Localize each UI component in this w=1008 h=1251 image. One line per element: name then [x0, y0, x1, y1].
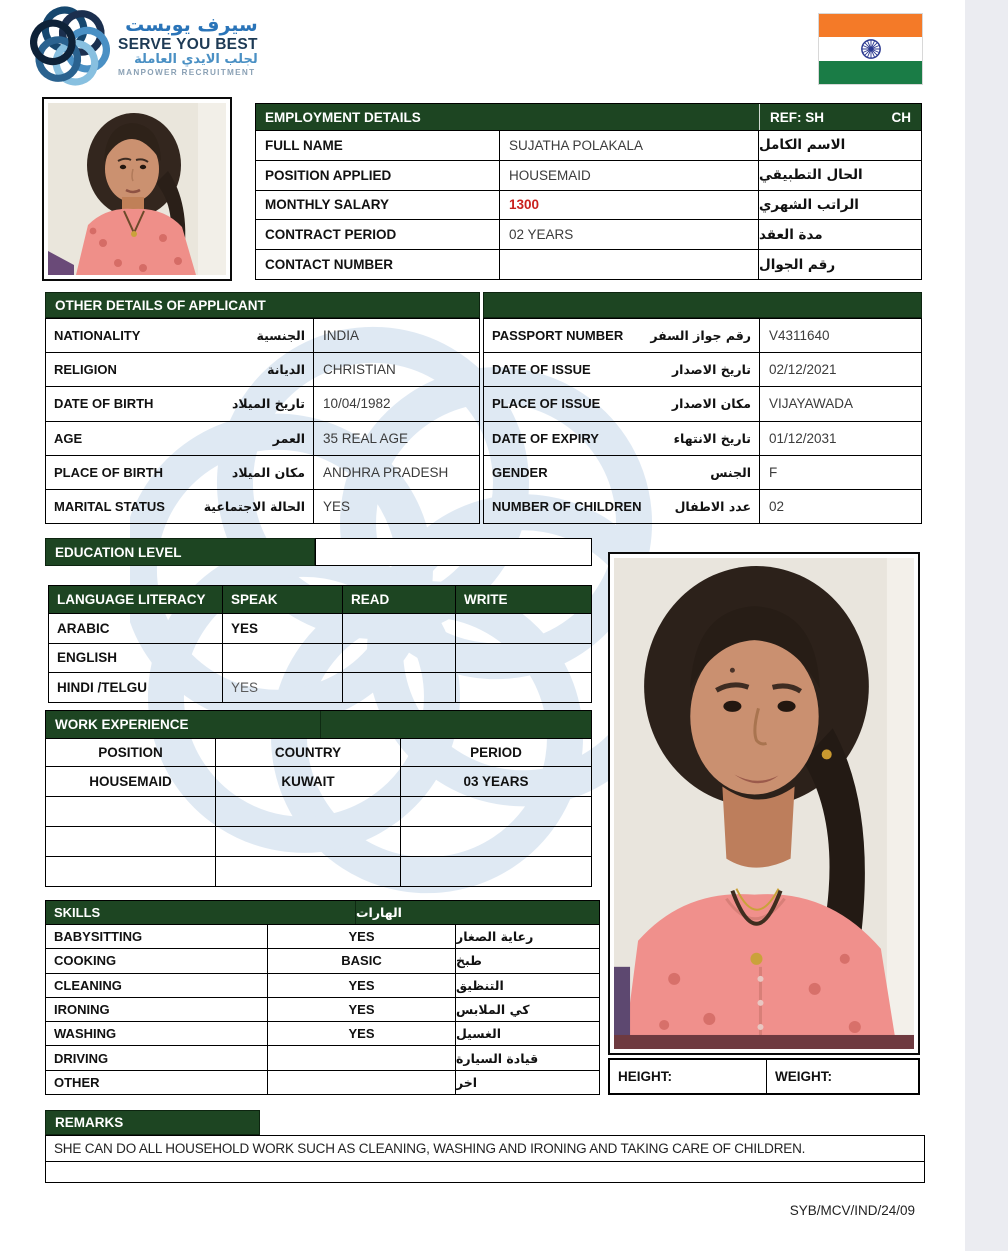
table-row — [46, 766, 591, 796]
other-details-header — [45, 292, 480, 318]
employment-details-header — [256, 104, 921, 130]
remarks-empty-row — [46, 1162, 924, 1182]
field-label: CONTRACT PERIOD — [256, 220, 500, 249]
table-row — [46, 319, 479, 352]
skill-value: YES — [268, 925, 456, 948]
position-value — [46, 857, 216, 886]
table-row — [46, 826, 591, 856]
brand-tagline-arabic: لجلب الايدي العاملة — [134, 52, 258, 68]
table-row — [46, 455, 479, 489]
field-label-cell — [46, 456, 314, 489]
field-label-arabic: مكان الاصدار — [671, 396, 751, 412]
field-label: DATE OF BIRTH — [54, 396, 154, 412]
table-row — [49, 613, 591, 643]
speak-value — [223, 644, 343, 673]
field-label: NUMBER OF CHILDREN — [492, 498, 642, 514]
flag-saffron-stripe — [819, 14, 922, 37]
skills-table — [45, 900, 600, 1095]
skill-value: YES — [268, 1022, 456, 1045]
field-value: CHRISTIAN — [323, 362, 396, 378]
field-value: 10/04/1982 — [323, 396, 391, 412]
country-value — [216, 827, 401, 856]
field-label-arabic: تاريخ الميلاد — [231, 396, 305, 412]
table-row — [46, 1045, 599, 1069]
field-label-cell — [484, 490, 760, 523]
ashoka-chakra-icon — [860, 38, 882, 60]
other-details-left-table — [45, 318, 480, 524]
table-row — [256, 219, 921, 249]
read-value — [343, 644, 456, 673]
brand-tagline: MANPOWER RECRUITMENT — [118, 67, 256, 77]
field-value: 02/12/2021 — [769, 362, 837, 378]
flag-white-stripe — [819, 37, 922, 60]
field-label: DATE OF EXPIRY — [492, 430, 599, 446]
applicant-portrait-image — [614, 558, 914, 1049]
salary-value: 1300 — [500, 191, 759, 220]
field-label-arabic: الحالة الاجتماعية — [203, 498, 305, 514]
table-row — [256, 249, 921, 279]
column-header: READ — [343, 586, 456, 613]
work-experience-header — [46, 711, 591, 738]
period-value: 03 YEARS — [463, 774, 529, 789]
field-label-arabic: الجنس — [710, 464, 751, 480]
field-label: PLACE OF ISSUE — [492, 396, 601, 412]
document-reference-code: SYB/MCV/IND/24/09 — [789, 1203, 915, 1218]
field-label-arabic: العمر — [272, 430, 305, 446]
remarks-header — [45, 1110, 260, 1135]
table-row — [484, 455, 921, 489]
write-value — [456, 614, 591, 643]
measurements-box — [608, 1058, 920, 1095]
field-label: FULL NAME — [256, 131, 500, 160]
column-header: SPEAK — [223, 586, 343, 613]
table-row — [46, 856, 591, 886]
field-value: ANDHRA PRADESH — [323, 464, 449, 480]
applicant-photo-large — [608, 552, 920, 1055]
table-header-row — [46, 738, 591, 766]
table-row — [46, 973, 599, 997]
field-label-cell — [46, 422, 314, 455]
table-row — [484, 352, 921, 386]
field-label: DATE OF ISSUE — [492, 362, 591, 378]
position-value — [46, 827, 216, 856]
field-value: YES — [323, 498, 351, 514]
education-level-header — [45, 538, 315, 566]
skill-value: YES — [268, 974, 456, 997]
table-row — [46, 1021, 599, 1045]
field-label-cell — [484, 387, 760, 420]
field-value: V4311640 — [769, 328, 830, 344]
write-value — [456, 673, 591, 702]
field-label: PLACE OF BIRTH — [54, 464, 164, 480]
speak-value: YES — [223, 673, 343, 702]
speak-value: YES — [223, 614, 343, 643]
field-label-arabic: مكان الميلاد — [231, 464, 305, 480]
skill-value: YES — [268, 998, 456, 1021]
field-label: GENDER — [492, 464, 548, 480]
field-label-arabic: الاسم الكامل — [759, 137, 846, 154]
table-row — [46, 997, 599, 1021]
field-label: RELIGION — [54, 362, 117, 378]
skills-header — [46, 901, 599, 924]
skill-label-arabic: كي الملابس — [456, 1002, 530, 1018]
table-row — [484, 421, 921, 455]
section-title: EDUCATION LEVEL — [55, 544, 182, 560]
field-label-cell — [484, 456, 760, 489]
field-label: NATIONALITY — [54, 328, 141, 344]
field-label-cell — [484, 422, 760, 455]
table-row — [49, 643, 591, 673]
field-label-arabic: رقم الجوال — [759, 256, 836, 273]
ref-left: REF: SH — [770, 109, 824, 125]
skill-value — [268, 1071, 456, 1094]
field-label-arabic: مدة العقد — [759, 226, 823, 243]
table-row — [256, 160, 921, 190]
section-title: EMPLOYMENT DETAILS — [265, 109, 421, 125]
language-name: HINDI /TELGU — [49, 673, 223, 702]
table-row — [46, 352, 479, 386]
field-label-cell — [46, 353, 314, 386]
flag-green-stripe — [819, 61, 922, 84]
table-row — [46, 796, 591, 826]
language-name: ENGLISH — [49, 644, 223, 673]
ref-right: CH — [891, 109, 911, 125]
language-name: ARABIC — [49, 614, 223, 643]
field-label-arabic: الحال التطبيقي — [759, 167, 863, 184]
applicant-photo-small — [42, 97, 232, 281]
table-row — [46, 948, 599, 972]
table-row — [49, 672, 591, 702]
field-label-cell — [484, 353, 760, 386]
period-value — [401, 797, 591, 826]
education-level-value — [315, 538, 592, 566]
table-row — [46, 421, 479, 455]
column-header: COUNTRY — [216, 739, 401, 766]
section-title: SKILLS — [46, 901, 356, 924]
other-details-right-table — [483, 318, 922, 524]
height-label: HEIGHT: — [610, 1060, 767, 1093]
field-value: F — [769, 464, 778, 480]
table-row — [46, 489, 479, 523]
field-label-arabic: عدد الاطفال — [674, 498, 751, 514]
field-label: PASSPORT NUMBER — [492, 328, 624, 344]
field-label-arabic: الجنسية — [256, 328, 305, 344]
skill-label: COOKING — [46, 949, 268, 972]
other-details-header-right — [483, 292, 922, 318]
field-value — [500, 250, 759, 279]
column-header: LANGUAGE LITERACY — [49, 586, 223, 613]
field-value: 35 REAL AGE — [323, 430, 409, 446]
field-label-cell — [46, 319, 314, 352]
field-value: INDIA — [323, 328, 360, 344]
skill-value — [268, 1046, 456, 1069]
brand-logo-icon — [30, 6, 110, 86]
country-value — [216, 857, 401, 886]
table-row — [484, 489, 921, 523]
section-title-arabic: الهارات — [356, 905, 402, 920]
skill-label-arabic: قيادة السيارة — [456, 1050, 539, 1066]
field-label: MONTHLY SALARY — [256, 191, 500, 220]
field-label-arabic: الراتب الشهري — [759, 196, 859, 213]
skill-label-arabic: التنظيق — [456, 977, 504, 993]
field-value: VIJAYAWADA — [769, 396, 854, 412]
skill-label: CLEANING — [46, 974, 268, 997]
remarks-text: SHE CAN DO ALL HOUSEHOLD WORK SUCH AS CLEANING, WASHING AND IRONING AND TAKING CARE OF CHILDREN. — [46, 1136, 924, 1162]
position-value — [46, 797, 216, 826]
skill-label-arabic: طبخ — [456, 953, 482, 969]
table-header-row — [49, 586, 591, 613]
brand-name: SERVE YOU BEST — [118, 36, 258, 54]
field-label: AGE — [54, 430, 83, 446]
skill-value: BASIC — [268, 949, 456, 972]
field-label: POSITION APPLIED — [256, 161, 500, 190]
field-label-arabic: تاريخ الانتهاء — [673, 430, 751, 446]
language-literacy-table — [48, 585, 592, 703]
field-value: 02 YEARS — [500, 220, 759, 249]
employment-details-table — [255, 103, 922, 280]
column-header: POSITION — [46, 739, 216, 766]
field-label: MARITAL STATUS — [54, 498, 165, 514]
work-experience-table — [45, 710, 592, 887]
read-value — [343, 673, 456, 702]
weight-label: WEIGHT: — [775, 1069, 832, 1084]
skill-label: OTHER — [46, 1071, 268, 1094]
position-value: HOUSEMAID — [46, 767, 216, 796]
remarks-box — [45, 1135, 925, 1183]
table-row — [256, 190, 921, 220]
section-title: OTHER DETAILS OF APPLICANT — [55, 297, 266, 313]
field-label-cell — [46, 490, 314, 523]
field-value: 01/12/2031 — [769, 430, 837, 446]
field-label-cell — [484, 319, 760, 352]
field-value: SUJATHA POLAKALA — [500, 131, 759, 160]
write-value — [456, 644, 591, 673]
field-label-cell — [46, 387, 314, 420]
skill-label-arabic: الغسيل — [456, 1026, 502, 1042]
field-label: CONTACT NUMBER — [256, 250, 500, 279]
field-label-arabic: الديانة — [267, 362, 305, 378]
brand-name-arabic: سيرف يوبست — [125, 13, 258, 36]
applicant-portrait-image — [48, 103, 226, 275]
table-row — [484, 386, 921, 420]
read-value — [343, 614, 456, 643]
period-value — [401, 857, 591, 886]
skill-label: WASHING — [46, 1022, 268, 1045]
reference-cell — [759, 104, 921, 130]
field-value: 02 — [769, 498, 785, 514]
field-label-arabic: تاريخ الاصدار — [671, 362, 751, 378]
skill-label-arabic: اخر — [456, 1074, 478, 1090]
table-row — [46, 386, 479, 420]
section-title: REMARKS — [55, 1115, 124, 1130]
table-row — [484, 319, 921, 352]
skill-label: BABYSITTING — [46, 925, 268, 948]
field-label-arabic: رقم جواز السفر — [650, 328, 751, 344]
table-row — [46, 1070, 599, 1094]
skill-label-arabic: رعاية الصغار — [456, 929, 534, 945]
page-edge — [965, 0, 1008, 1251]
section-title: WORK EXPERIENCE — [46, 711, 321, 738]
table-row — [256, 130, 921, 160]
skill-label: DRIVING — [46, 1046, 268, 1069]
table-row — [46, 924, 599, 948]
brand-header — [30, 6, 258, 86]
skill-label: IRONING — [46, 998, 268, 1021]
column-header: WRITE — [464, 592, 508, 607]
column-header: PERIOD — [470, 745, 522, 760]
period-value — [401, 827, 591, 856]
country-value — [216, 797, 401, 826]
field-value: HOUSEMAID — [500, 161, 759, 190]
india-flag-icon — [818, 13, 923, 85]
country-value: KUWAIT — [216, 767, 401, 796]
